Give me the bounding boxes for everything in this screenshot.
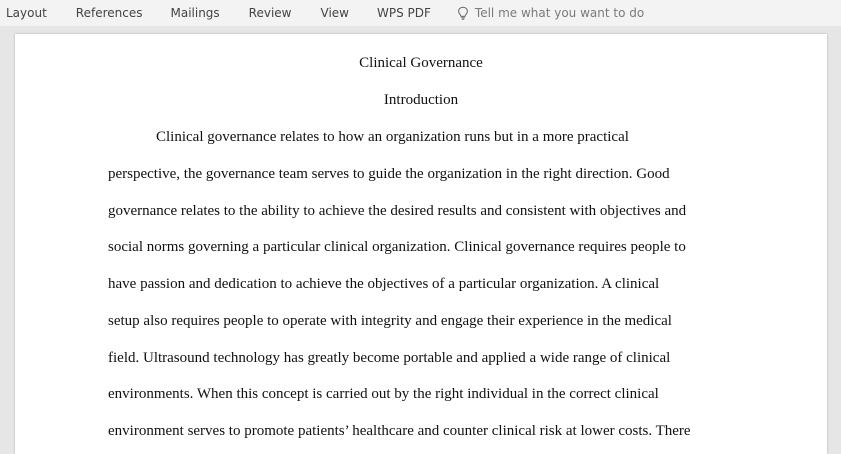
tab-layout[interactable]: Layout — [6, 6, 47, 20]
tab-view[interactable]: View — [320, 6, 349, 20]
paragraph-line: environment serves to promote patients’ healthcare and counter clinical risk at lower costs. There — [108, 423, 691, 439]
tell-me-input[interactable]: Tell me what you want to do — [474, 6, 645, 20]
paragraph-line: perspective, the governance team serves to guide the organization in the right direction. Good — [108, 166, 670, 182]
paragraph-line: have passion and dedication to achieve the objectives of a particular organization. A clinical — [108, 276, 660, 292]
paragraph-line: environments. When this concept is carried out by the right individual in the correct clinical — [108, 386, 659, 402]
tab-mailings[interactable]: Mailings — [170, 6, 220, 20]
paragraph-line: field. Ultrasound technology has greatly become portable and applied a wide range of clinical — [108, 350, 671, 366]
ribbon-tabs — [0, 0, 841, 26]
document-title: Clinical Governance — [359, 55, 483, 71]
tab-references[interactable]: References — [75, 6, 143, 20]
paragraph-line: setup also requires people to operate with integrity and engage their experience in the medical — [108, 313, 672, 329]
tab-wps-pdf[interactable]: WPS PDF — [376, 6, 431, 20]
document-heading: Introduction — [383, 92, 459, 108]
paragraph-line: Clinical governance relates to how an organization runs but in a more practical — [156, 129, 629, 145]
paragraph-line: governance relates to the ability to achieve the desired results and consistent with objectives and — [108, 203, 687, 219]
document-page[interactable] — [15, 34, 827, 454]
tab-review[interactable]: Review — [248, 6, 292, 20]
tell-me-search[interactable] — [457, 6, 644, 20]
lightbulb-icon — [457, 6, 469, 20]
paragraph-line: social norms governing a particular clinical organization. Clinical governance requires people to — [108, 239, 686, 255]
